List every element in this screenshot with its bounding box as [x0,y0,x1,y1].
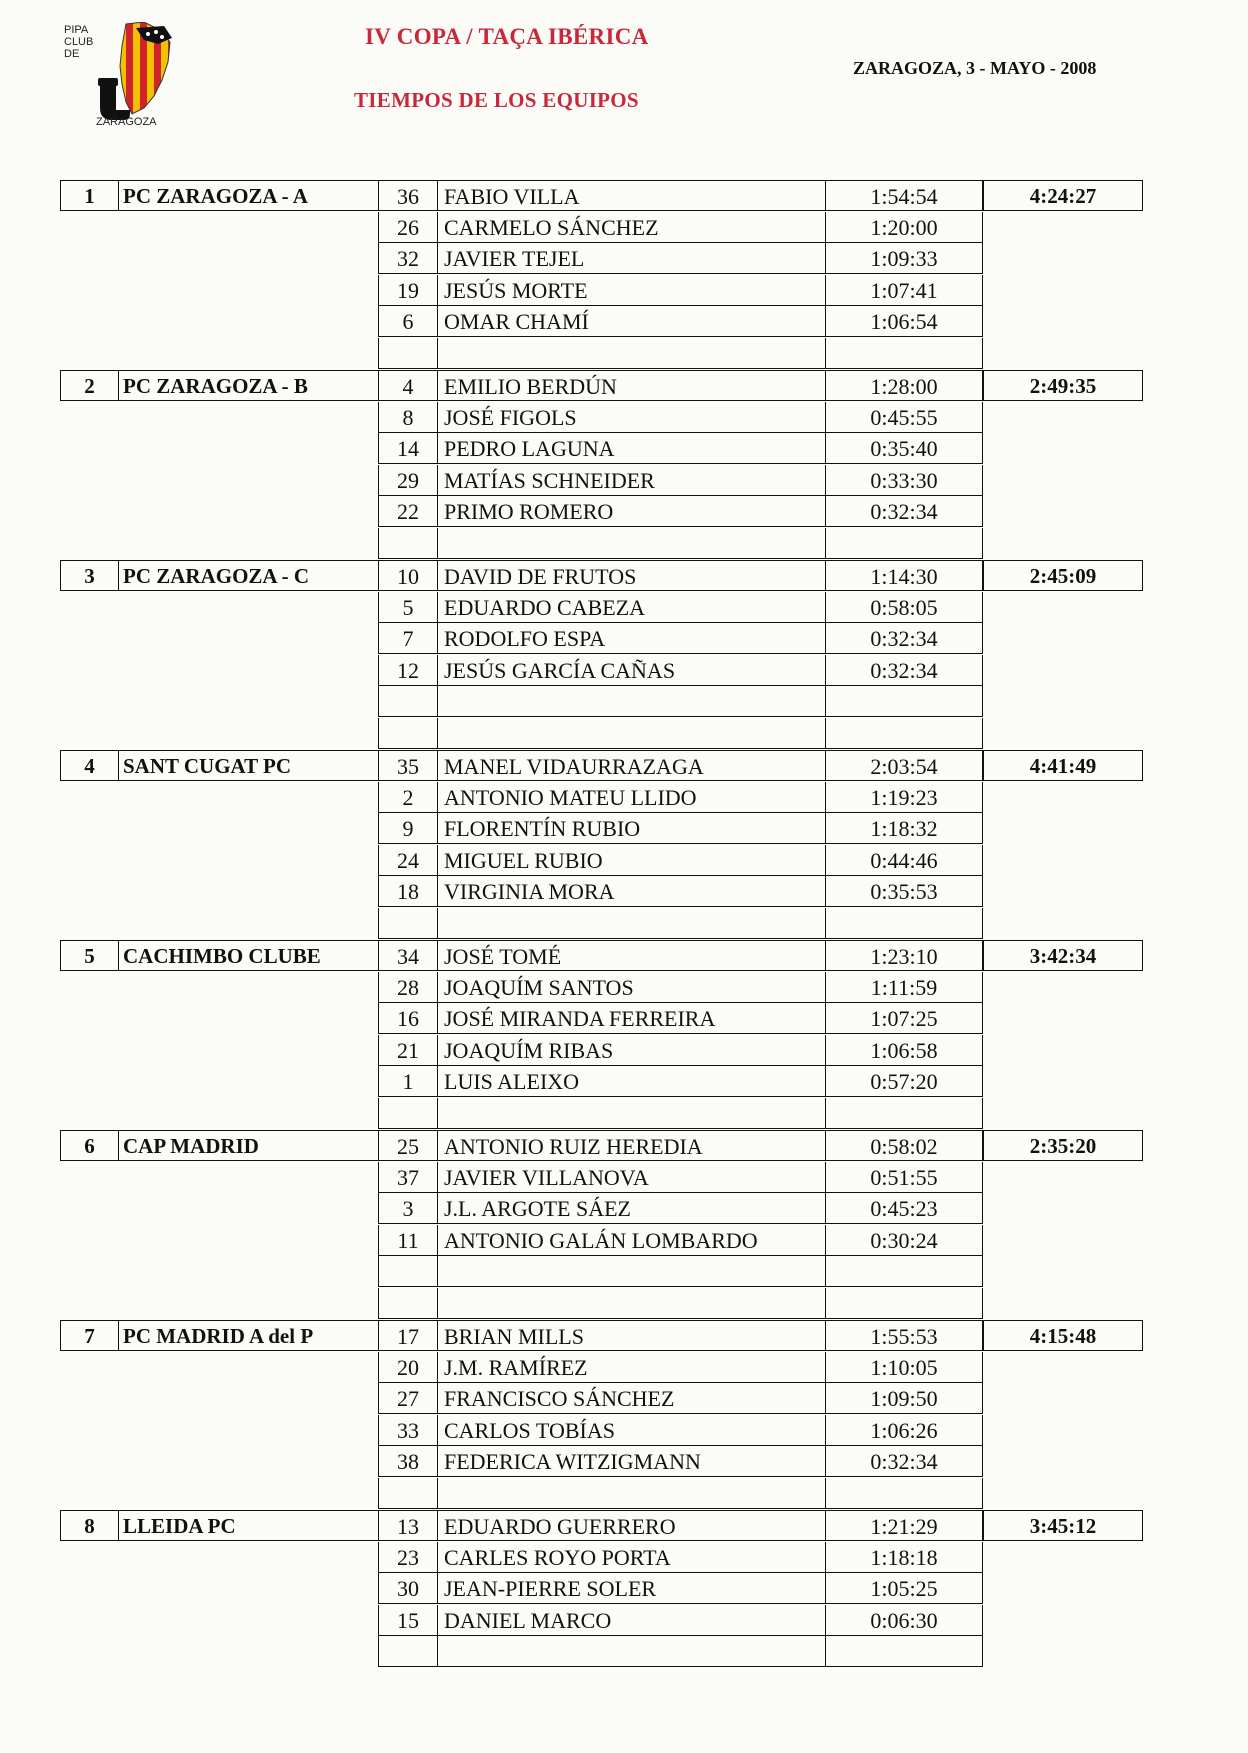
player-time: 0:06:30 [825,1605,983,1636]
table-row [60,338,1140,369]
team-total-time: 2:45:09 [983,560,1143,591]
player-number [378,1478,437,1509]
player-time: 1:18:32 [825,813,983,844]
table-row [60,1510,1140,1541]
player-number: 36 [378,180,437,211]
player-name: JOSÉ FIGOLS [437,402,825,433]
player-number: 32 [378,243,437,274]
team-position: 3 [60,560,118,591]
player-name [437,718,825,749]
player-number: 5 [378,592,437,623]
player-name: J.L. ARGOTE SÁEZ [437,1193,825,1224]
table-row [60,718,1140,749]
player-name: BRIAN MILLS [437,1320,825,1351]
player-name: FRANCISCO SÁNCHEZ [437,1383,825,1414]
logo-text-line-2: CLUB [64,36,94,48]
player-number [378,908,437,939]
player-time: 1:09:50 [825,1383,983,1414]
player-time: 0:51:55 [825,1162,983,1193]
player-name: VIRGINIA MORA [437,876,825,907]
player-name: EMILIO BERDÚN [437,370,825,401]
player-number: 20 [378,1352,437,1383]
player-name: MANEL VIDAURRAZAGA [437,750,825,781]
table-row [60,402,1140,433]
table-row [60,1035,1140,1066]
player-number [378,1256,437,1287]
player-name: DAVID DE FRUTOS [437,560,825,591]
player-number: 14 [378,433,437,464]
player-number: 11 [378,1225,437,1256]
player-number: 15 [378,1605,437,1636]
player-name: JOAQUÍM RIBAS [437,1035,825,1066]
team-position: 2 [60,370,118,401]
team-total-time: 4:15:48 [983,1320,1143,1351]
table-row [60,465,1140,496]
club-logo [64,22,184,132]
player-name [437,1256,825,1287]
player-time: 1:09:33 [825,243,983,274]
player-name [437,1478,825,1509]
table-row [60,1320,1140,1351]
player-time: 1:23:10 [825,940,983,971]
table-row [60,908,1140,939]
player-name: JEAN-PIERRE SOLER [437,1573,825,1604]
team-total-time: 3:42:34 [983,940,1143,971]
player-number [378,528,437,559]
player-time: 0:45:23 [825,1193,983,1224]
player-number: 26 [378,212,437,243]
player-time: 0:35:53 [825,876,983,907]
player-time: 0:44:46 [825,845,983,876]
player-time: 1:07:41 [825,275,983,306]
player-number: 23 [378,1542,437,1573]
player-name [437,528,825,559]
team-name: PC ZARAGOZA - C [118,560,438,591]
player-number [378,1098,437,1129]
table-row [60,180,1140,211]
table-row [60,813,1140,844]
player-time: 1:19:23 [825,782,983,813]
team-position: 4 [60,750,118,781]
table-row [60,1256,1140,1287]
player-name [437,1636,825,1667]
player-time [825,1098,983,1129]
player-number: 30 [378,1573,437,1604]
player-time: 0:32:34 [825,623,983,654]
team-name: PC MADRID A del P [118,1320,438,1351]
player-time [825,1288,983,1319]
player-time: 1:06:54 [825,306,983,337]
player-time: 1:05:25 [825,1573,983,1604]
player-name: FLORENTÍN RUBIO [437,813,825,844]
player-number: 38 [378,1446,437,1477]
player-time [825,1256,983,1287]
table-row [60,528,1140,559]
player-number: 7 [378,623,437,654]
team-position: 8 [60,1510,118,1541]
player-number: 27 [378,1383,437,1414]
table-row [60,750,1140,781]
table-row [60,1003,1140,1034]
player-name: JOSÉ TOMÉ [437,940,825,971]
player-number: 10 [378,560,437,591]
player-name [437,338,825,369]
player-name: PEDRO LAGUNA [437,433,825,464]
player-number: 21 [378,1035,437,1066]
team-total-time: 4:41:49 [983,750,1143,781]
team-name: LLEIDA PC [118,1510,438,1541]
player-number: 8 [378,402,437,433]
table-row [60,433,1140,464]
table-row [60,275,1140,306]
table-row [60,212,1140,243]
player-name: CARMELO SÁNCHEZ [437,212,825,243]
player-time [825,338,983,369]
table-row [60,1098,1140,1129]
player-number: 3 [378,1193,437,1224]
player-name: JESÚS GARCÍA CAÑAS [437,655,825,686]
table-row [60,972,1140,1003]
player-number: 25 [378,1130,437,1161]
player-name: DANIEL MARCO [437,1605,825,1636]
player-time: 1:06:58 [825,1035,983,1066]
player-number [378,1288,437,1319]
player-name: LUIS ALEIXO [437,1066,825,1097]
team-name: CAP MADRID [118,1130,438,1161]
player-time: 0:35:40 [825,433,983,464]
player-name: MIGUEL RUBIO [437,845,825,876]
table-row [60,686,1140,717]
player-name: CARLOS TOBÍAS [437,1415,825,1446]
player-number: 24 [378,845,437,876]
table-row [60,1352,1140,1383]
team-position: 7 [60,1320,118,1351]
player-name: FEDERICA WITZIGMANN [437,1446,825,1477]
player-name: MATÍAS SCHNEIDER [437,465,825,496]
player-time: 1:14:30 [825,560,983,591]
player-number: 2 [378,782,437,813]
player-name: EDUARDO GUERRERO [437,1510,825,1541]
table-row [60,845,1140,876]
player-number [378,718,437,749]
table-row [60,1383,1140,1414]
player-time [825,908,983,939]
table-row [60,1542,1140,1573]
player-time: 0:58:02 [825,1130,983,1161]
team-name: CACHIMBO CLUBE [118,940,438,971]
team-name: SANT CUGAT PC [118,750,438,781]
player-name: PRIMO ROMERO [437,496,825,527]
player-time: 1:07:25 [825,1003,983,1034]
table-row [60,1478,1140,1509]
page-title: IV COPA / TAÇA IBÉRICA [365,24,649,49]
player-time: 1:55:53 [825,1320,983,1351]
player-name: JAVIER VILLANOVA [437,1162,825,1193]
team-position: 5 [60,940,118,971]
player-number: 19 [378,275,437,306]
table-row [60,1225,1140,1256]
player-name: EDUARDO CABEZA [437,592,825,623]
player-time: 1:28:00 [825,370,983,401]
player-number: 28 [378,972,437,1003]
team-total-time: 3:45:12 [983,1510,1143,1541]
player-time: 0:32:34 [825,496,983,527]
player-number [378,338,437,369]
logo-text-line-3: DE [64,48,80,60]
team-total-time: 4:24:27 [983,180,1143,211]
table-row [60,1162,1140,1193]
table-row [60,876,1140,907]
table-row [60,496,1140,527]
table-row [60,1066,1140,1097]
player-number: 37 [378,1162,437,1193]
player-number: 13 [378,1510,437,1541]
player-time: 0:45:55 [825,402,983,433]
player-number: 16 [378,1003,437,1034]
player-name: J.M. RAMÍREZ [437,1352,825,1383]
logo-city-text: ZARAGOZA [96,116,157,128]
player-time: 0:33:30 [825,465,983,496]
player-number: 18 [378,876,437,907]
player-time: 1:21:29 [825,1510,983,1541]
player-number: 17 [378,1320,437,1351]
table-row [60,1415,1140,1446]
player-time: 1:06:26 [825,1415,983,1446]
player-name: ANTONIO MATEU LLIDO [437,782,825,813]
player-time: 2:03:54 [825,750,983,781]
table-row [60,623,1140,654]
table-row [60,1636,1140,1667]
table-row [60,1605,1140,1636]
player-number: 34 [378,940,437,971]
table-row [60,782,1140,813]
player-name: JESÚS MORTE [437,275,825,306]
player-time: 0:30:24 [825,1225,983,1256]
player-time: 1:20:00 [825,212,983,243]
player-name [437,908,825,939]
player-number: 9 [378,813,437,844]
player-time: 0:32:34 [825,655,983,686]
event-date: ZARAGOZA, 3 - MAYO - 2008 [853,58,1097,78]
player-name: ANTONIO RUIZ HEREDIA [437,1130,825,1161]
player-time [825,528,983,559]
table-row [60,1573,1140,1604]
player-number: 4 [378,370,437,401]
table-row [60,370,1140,401]
team-position: 1 [60,180,118,211]
player-time [825,686,983,717]
player-number: 29 [378,465,437,496]
table-row [60,1193,1140,1224]
player-name [437,686,825,717]
team-name: PC ZARAGOZA - B [118,370,438,401]
team-name: PC ZARAGOZA - A [118,180,438,211]
player-name: ANTONIO GALÁN LOMBARDO [437,1225,825,1256]
player-name: JAVIER TEJEL [437,243,825,274]
player-time: 0:32:34 [825,1446,983,1477]
player-number: 1 [378,1066,437,1097]
team-position: 6 [60,1130,118,1161]
player-number: 33 [378,1415,437,1446]
table-row [60,1288,1140,1319]
player-name [437,1288,825,1319]
table-row [60,1130,1140,1161]
table-row [60,940,1140,971]
player-number: 6 [378,306,437,337]
player-time [825,718,983,749]
player-number: 12 [378,655,437,686]
player-time [825,1636,983,1667]
player-number [378,1636,437,1667]
player-name: CARLES ROYO PORTA [437,1542,825,1573]
player-name: OMAR CHAMÍ [437,306,825,337]
player-name [437,1098,825,1129]
table-row [60,592,1140,623]
table-row [60,306,1140,337]
team-total-time: 2:35:20 [983,1130,1143,1161]
table-row [60,243,1140,274]
player-time: 1:18:18 [825,1542,983,1573]
player-name: RODOLFO ESPA [437,623,825,654]
logo-text-line-1: PIPA [64,24,89,36]
player-time: 0:58:05 [825,592,983,623]
player-time [825,1478,983,1509]
player-number: 35 [378,750,437,781]
player-number [378,686,437,717]
player-name: JOAQUÍM SANTOS [437,972,825,1003]
table-row [60,560,1140,591]
table-row [60,655,1140,686]
player-time: 1:10:05 [825,1352,983,1383]
player-name: JOSÉ MIRANDA FERREIRA [437,1003,825,1034]
player-number: 22 [378,496,437,527]
table-row [60,1446,1140,1477]
player-time: 1:11:59 [825,972,983,1003]
player-time: 1:54:54 [825,180,983,211]
team-total-time: 2:49:35 [983,370,1143,401]
page-subtitle: TIEMPOS DE LOS EQUIPOS [354,88,639,112]
player-time: 0:57:20 [825,1066,983,1097]
player-name: FABIO VILLA [437,180,825,211]
